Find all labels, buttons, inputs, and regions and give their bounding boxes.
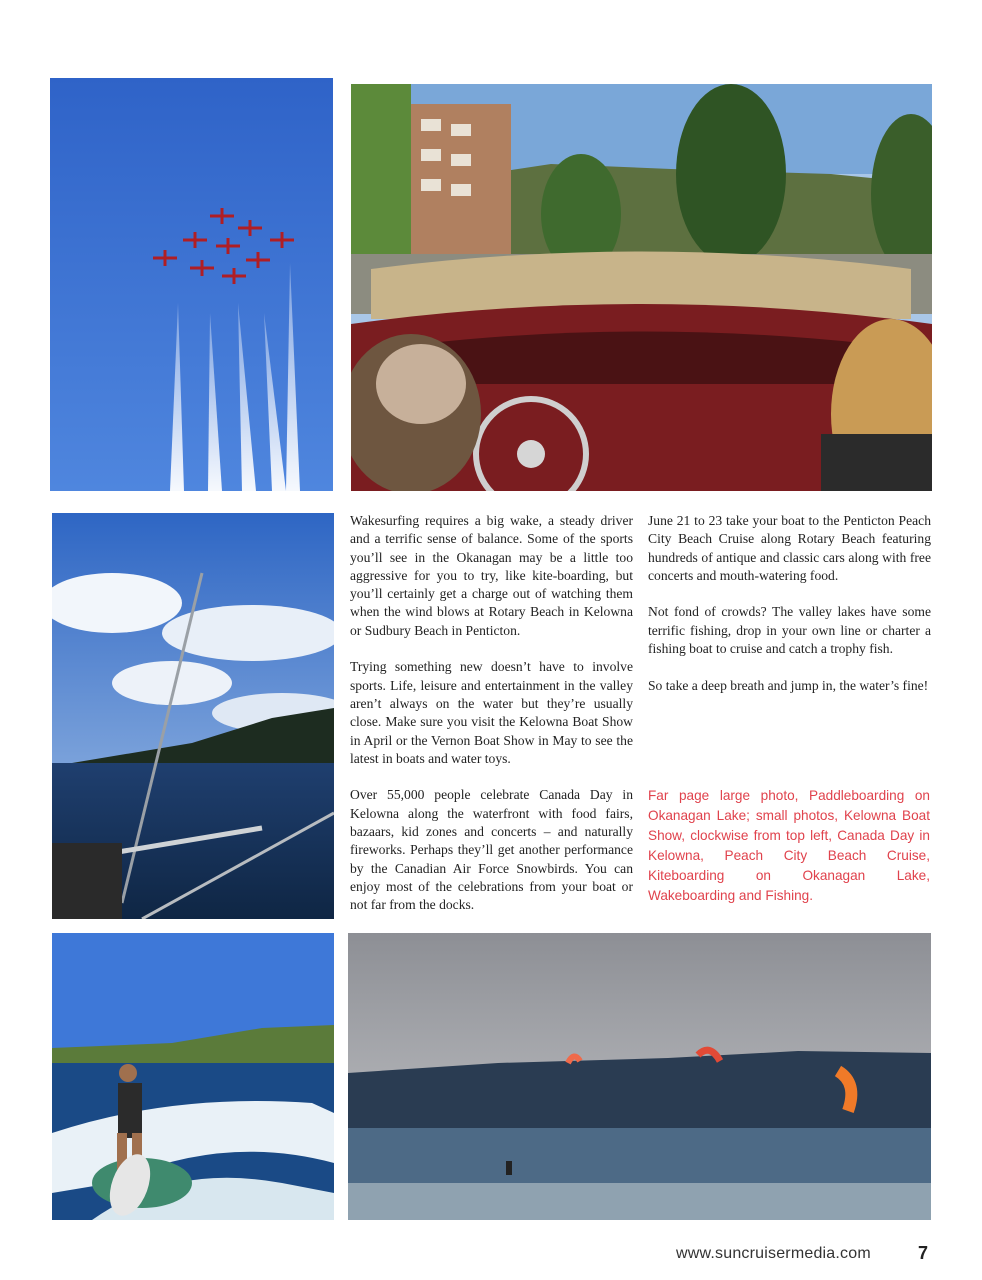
article-paragraph: Wakesurfing requires a big wake, a steady driver and a terrific sense of balance. Some of the sports you’ll see in the Okanagan may be a little too aggressive for you to try, like kite-boarding, but you’ll certainly get a charge out of watching them when the wind blows at Rotary Beach in Kelowna or Sudbury Beach in Penticton. [350,513,633,638]
article-paragraph: June 21 to 23 take your boat to the Penticton Peach City Beach Cruise along Rotary Beach featuring hundreds of antique and classic cars along with free concerts and mouth-watering food. [648,513,931,583]
photo-kiteboarding [348,933,931,1220]
footer-website-link[interactable]: www.suncruisermedia.com [676,1245,871,1262]
article-paragraph: Over 55,000 people celebrate Canada Day in Kelowna along the waterfront with food fairs, bazaars, kid zones and concerts – and naturally fireworks. Perhaps they’ll get another performance by the Canadian Air Force Snowbirds. You can enjoy most of the celebrations from your boat or not far from the docks. [350,787,633,913]
photo-classic-car-cruise [351,84,932,491]
article-paragraph: Trying something new doesn’t have to involve sports. Life, leisure and entertainment in the valley aren’t always on the water but they’re usually close. Make sure you visit the Kelowna Boat Show in April or the Vernon Boat Show in May to see the latest in boats and water toys. [350,659,633,766]
page-number: 7 [918,1243,929,1263]
photo-snowbirds-jets [50,78,333,491]
article-column-right [648,512,931,713]
photo-wakeboarding [52,933,334,1220]
photo-fishing-boat [52,513,334,919]
article-column-left [350,512,633,933]
photo-caption: Far page large photo, Paddleboarding on Okanagan Lake; small photos, Kelowna Boat Show, clockwise from top left, Canada Day in Kelowna, Peach City Beach Cruise, Kiteboarding on Okanagan Lake, Wakeboarding and Fishing. [648,788,930,903]
article-paragraph: Not fond of crowds? The valley lakes have some terrific fishing, drop in your own line or charter a fishing boat to cruise and catch a trophy fish. [648,604,931,657]
article-paragraph: So take a deep breath and jump in, the water’s fine! [648,677,929,693]
